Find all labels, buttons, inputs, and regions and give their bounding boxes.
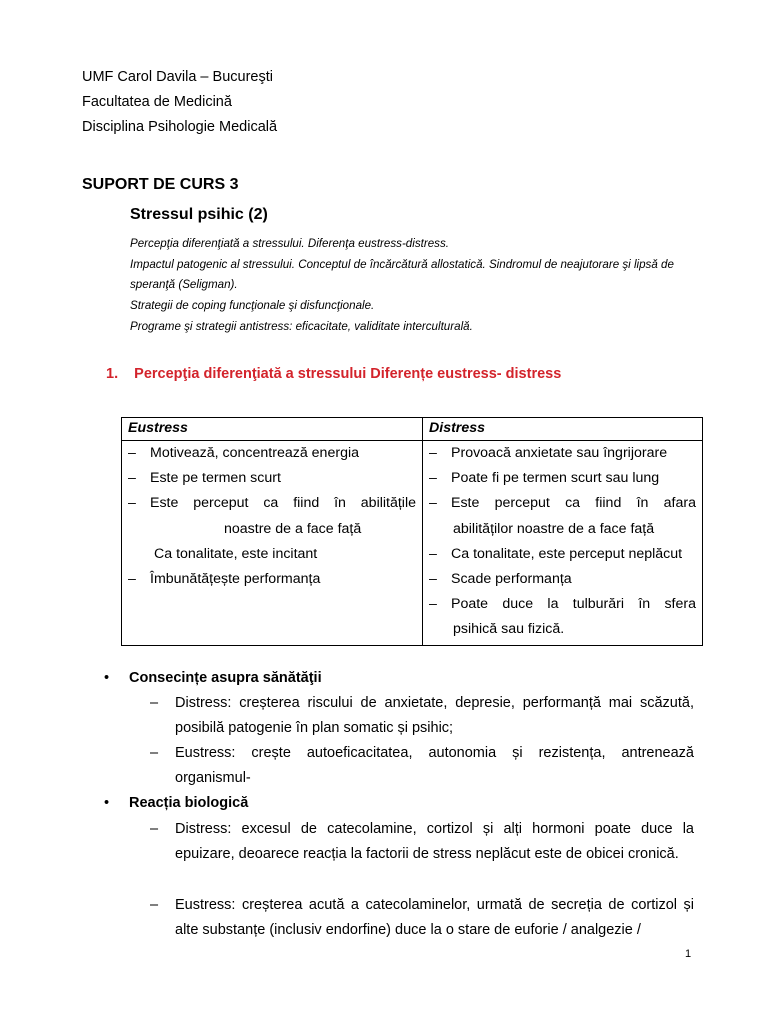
item-text: Ca tonalitate, este incitant bbox=[154, 545, 318, 562]
section-number: 1. bbox=[106, 366, 119, 382]
dash: – bbox=[150, 695, 159, 711]
dash: – bbox=[128, 571, 136, 588]
list-item bbox=[128, 491, 416, 516]
list-item bbox=[128, 542, 416, 567]
list-item bbox=[429, 567, 696, 592]
dash: – bbox=[429, 470, 437, 487]
dash: – bbox=[150, 745, 159, 761]
section-title: Percepţia diferenţiată a stressului Diferențe eustress- distress bbox=[134, 366, 562, 382]
item-text: Ca tonalitate, este perceput neplăcut bbox=[451, 545, 683, 562]
bullet-marker: • bbox=[104, 670, 110, 686]
bullet-marker: • bbox=[104, 795, 110, 811]
sub-item bbox=[150, 893, 694, 943]
header-university: UMF Carol Davila – Bucureşti bbox=[82, 69, 273, 85]
dash: – bbox=[128, 495, 136, 512]
header-discipline: Disciplina Psihologie Medicală bbox=[82, 119, 278, 135]
sub-item-text: Distress: creșterea riscului de anxietate, depresie, performanță mai scăzută, posibilă patogenie în plan somatic și psihic; bbox=[175, 695, 694, 737]
dash: – bbox=[150, 821, 159, 837]
item-continuation: noastre de a face față bbox=[224, 520, 362, 537]
list-item bbox=[429, 592, 696, 617]
sub-item-text: Eustress: crește autoeficacitatea, autonomia și rezistența, antrenează organismul- bbox=[175, 745, 694, 787]
eustress-cell bbox=[122, 441, 423, 646]
table-body-row bbox=[122, 441, 703, 646]
dash: – bbox=[429, 495, 437, 512]
table-header-row bbox=[122, 418, 703, 441]
distress-cell bbox=[423, 441, 703, 646]
list-item bbox=[128, 466, 416, 491]
list-item bbox=[429, 491, 696, 516]
sub-item-text: Distress: excesul de catecolamine, cortizol și alți hormoni poate duce la epuizare, deoarece reacția la factorii de stress neplăcut este de obicei cronică. bbox=[175, 821, 694, 863]
item-continuation: psihică sau fizică. bbox=[453, 621, 565, 638]
dash: – bbox=[128, 445, 136, 461]
course-title: SUPORT DE CURS 3 bbox=[82, 176, 239, 193]
bullet-label: Consecințe asupra sănătăţii bbox=[129, 670, 322, 686]
header-eustress: Eustress bbox=[122, 418, 423, 441]
topic-line: Strategii de coping funcţionale şi disfuncţionale. bbox=[130, 299, 375, 312]
item-text: Poate duce la tulburări în sfera bbox=[451, 596, 696, 613]
header-distress: Distress bbox=[423, 418, 703, 441]
sub-item-text: Eustress: creșterea acută a catecolaminelor, urmată de secreția de cortizol și alte substanțe (inclusiv endorfine) duce la o stare de euforie / analgezie / bbox=[175, 897, 694, 939]
dash: – bbox=[128, 470, 136, 487]
item-continuation: abilităților noastre de a face față bbox=[453, 520, 655, 537]
sub-item bbox=[150, 741, 694, 791]
item-text: Motivează, concentrează energia bbox=[150, 445, 359, 461]
item-text: Scade performanța bbox=[451, 571, 572, 588]
list-item bbox=[128, 441, 416, 466]
dash: – bbox=[429, 596, 437, 613]
dash: – bbox=[429, 545, 437, 562]
dash: – bbox=[429, 571, 437, 588]
header-faculty: Facultatea de Medicină bbox=[82, 94, 232, 110]
section-heading bbox=[106, 366, 561, 382]
sub-item bbox=[150, 817, 694, 867]
dash: – bbox=[150, 897, 159, 913]
list-item bbox=[429, 466, 696, 491]
topic-title: Stressul psihic (2) bbox=[130, 206, 268, 223]
item-text: Îmbunătățește performanța bbox=[150, 571, 321, 588]
topic-line: Impactul patogenic al stressului. Conceptul de încărcătură allostatică. Sindromul de neajutorare şi lipsă de speranţă (Seligman). bbox=[130, 258, 674, 291]
list-item bbox=[128, 567, 416, 592]
item-text: Poate fi pe termen scurt sau lung bbox=[451, 470, 660, 487]
item-text: Este perceput ca fiind în afara bbox=[451, 495, 696, 512]
dash: – bbox=[429, 445, 437, 461]
sub-item bbox=[150, 691, 694, 741]
bullet-label: Reacția biologică bbox=[129, 795, 249, 811]
item-text: Este pe termen scurt bbox=[150, 470, 281, 487]
item-text: Este perceput ca fiind în abilitățile bbox=[150, 495, 416, 512]
list-item bbox=[429, 542, 696, 567]
topic-line: Programe şi strategii antistress: eficacitate, validitate interculturală. bbox=[130, 320, 473, 333]
topic-line: Percepţia diferenţiată a stressului. Diferenţa eustress-distress. bbox=[130, 237, 449, 250]
item-text: Provoacă anxietate sau îngrijorare bbox=[451, 445, 668, 461]
comparison-table bbox=[121, 417, 703, 646]
page-number: 1 bbox=[685, 948, 692, 960]
list-item bbox=[429, 441, 696, 466]
